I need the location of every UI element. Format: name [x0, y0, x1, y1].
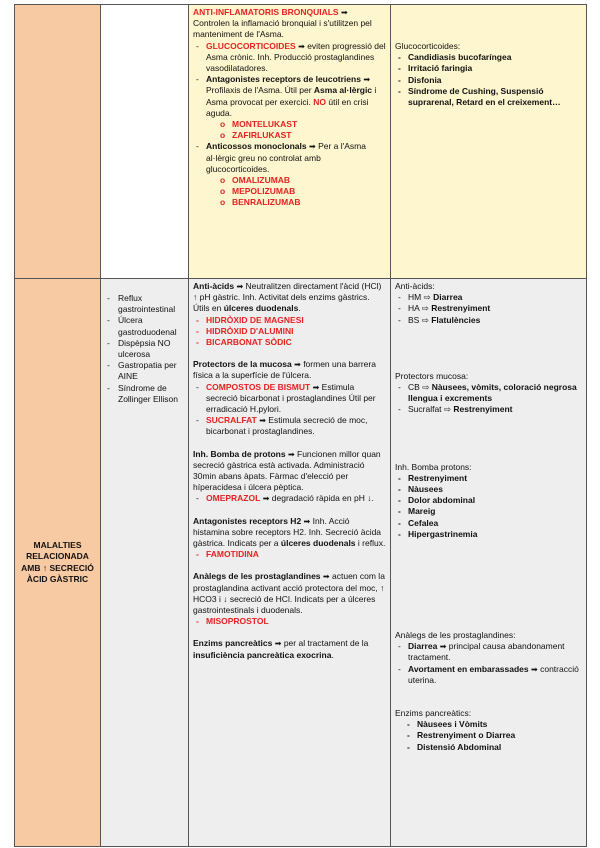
table-row-antiinflammatory [15, 5, 587, 279]
section-text: i reflux. [357, 538, 386, 549]
drug-name: - HIDRÒXID DE MAGNESI [193, 315, 386, 326]
bold-text: Asma al·lèrgic [313, 85, 373, 96]
side-effects-list [395, 473, 582, 540]
arrow-right-icon: ⇨ [421, 314, 429, 325]
list-item [395, 641, 582, 663]
list-item: - Reflux gastrointestinal [105, 293, 184, 315]
arrow-right-icon: ➡ [303, 516, 311, 526]
drug-name: o BENRALIZUMAB [206, 197, 386, 208]
list-item [193, 382, 386, 416]
list-item: - Distensió Abdominal [395, 742, 582, 753]
list-item: - Restrenyiment o Diarrea [395, 730, 582, 741]
category-cell [15, 5, 101, 279]
arrow-right-icon: ➡ [262, 494, 270, 504]
arrow-right-icon: ➡ [274, 639, 282, 649]
side-effect: Restrenyiment [453, 404, 513, 415]
side-effects-list [395, 641, 582, 686]
list-item: - Úlcera gastroduodenal [105, 315, 184, 337]
section-text: . [298, 303, 301, 314]
list-item: - Mareig [395, 506, 582, 517]
section-title: ANTI-INFLAMATORIS BRONQUIALS [193, 7, 339, 17]
drug-name: o MEPOLIZUMAB [206, 186, 386, 197]
symptoms-cell [101, 279, 189, 847]
side-effects-title: Protectors mucosa: [395, 370, 469, 381]
list-item [193, 41, 386, 75]
list-item: - Gastropatia per AINE [105, 360, 184, 382]
arrow-right-icon: ➡ [259, 416, 266, 426]
list-item [193, 74, 386, 141]
side-effects-list [395, 52, 582, 108]
pharmacology-table [14, 4, 587, 847]
list-item: - Irritació faringia [395, 63, 582, 74]
list-item: - Síndrome de Zollinger Ellison [105, 383, 184, 405]
list-item: - Cefalea [395, 518, 582, 529]
list-item [193, 493, 386, 504]
drug-list [193, 315, 386, 349]
enzymes-section [193, 638, 386, 660]
side-effects-list [395, 292, 582, 326]
section-title: Anti-àcids [193, 281, 235, 291]
section-title: Anàlegs de les prostaglandines [193, 571, 321, 582]
drug-text: degradació ràpida en pH ↓. [271, 493, 374, 504]
drug-abbrev: HM [408, 292, 422, 303]
arrow-right-icon: ➡ [340, 8, 348, 17]
list-item [395, 404, 582, 415]
drug-abbrev: Sucralfat [408, 404, 442, 415]
table-row-gastric [15, 279, 587, 847]
category-cell: MALALTIES RELACIONADA AMB ↑ SECRECIÓ ÀCID GÀSTRIC [15, 279, 101, 847]
antiacids-section [193, 281, 386, 315]
drug-name: o OMALIZUMAB [206, 175, 386, 186]
list-item: - Dolor abdominal [395, 495, 582, 506]
drug-class-text: Per a l'Asma al·lèrgic greu no controlat amb glucocorticoides. [206, 141, 366, 174]
symptoms-list [105, 293, 184, 405]
drug-abbrev: BS [408, 314, 420, 325]
arrow-right-icon: ⇨ [443, 404, 452, 415]
section-title: Inh. Bomba de protons [193, 448, 286, 459]
side-effects-cell [391, 279, 587, 847]
list-item: - Nàusees [395, 484, 582, 495]
arrow-right-icon: ⇨ [422, 382, 430, 393]
section-title: Protectors de la mucosa [193, 359, 292, 370]
section-title: Enzims pancreàtics [193, 638, 273, 649]
arrow-right-icon: ➡ [308, 142, 316, 152]
arrow-right-icon: ⇨ [423, 292, 431, 303]
list-item: - Síndrome de Cushing, Suspensió suprarenal, Retard en el creixement… [395, 86, 582, 108]
side-effects-list [395, 719, 582, 753]
list-item: - Dispèpsia NO ulcerosa [105, 338, 184, 360]
drug-list [193, 493, 386, 504]
side-effect: Avortament en embarassades [408, 663, 529, 674]
arrow-right-icon: ⇨ [421, 303, 429, 314]
list-item: - Candidiasis bucofaríngea [395, 52, 582, 63]
drug-list [193, 616, 386, 627]
prostaglandins-section [193, 571, 386, 616]
drugs-cell [189, 279, 391, 847]
list-item [395, 664, 582, 686]
antiinflammatory-header [193, 7, 386, 18]
section-title: Antagonistes receptors H2 [193, 515, 302, 526]
drug-name: o ZAFIRLUKAST [206, 130, 386, 141]
side-effect-text: principal causa abandonament tractament. [408, 641, 565, 663]
drug-name: OMEPRAZOL [206, 493, 261, 504]
arrow-right-icon: ➡ [322, 572, 330, 582]
side-effect: Nàusees, vòmits, coloració negrosa llengua i excrements [408, 382, 577, 404]
list-item: - Disfonia [395, 75, 582, 86]
side-effect-text: contracció uterina. [408, 663, 579, 685]
list-item: - Hipergastrinemia [395, 529, 582, 540]
section-text: formen una barrera física a la superfície de l'úlcera. [193, 359, 376, 381]
side-effects-title: Inh. Bomba protons: [395, 461, 472, 472]
side-effects-title: Anàlegs de les prostaglandines: [395, 630, 516, 641]
side-effects-list [395, 382, 582, 416]
section-text: Funcionen millor quan secreció gàstrica està activada. Administració 30min abans àpats. Fàrmac d'elecció per híperacidesa i úlcera pèptica. [193, 448, 381, 493]
section-text: Neutralitzen directament l'àcid (HCl) ↑ pH gàstric. Inh. Activitat dels enzims gàstrics. Útils en [193, 281, 382, 314]
drug-list [206, 119, 386, 141]
side-effects-title: Anti-àcids: [395, 281, 435, 291]
drug-class-text: i Asma provocat per exercici. [206, 85, 377, 107]
drug-class-text: útil en crisi aguda. [206, 96, 369, 118]
drug-name: - FAMOTIDINA [193, 549, 386, 560]
drug-name: COMPOSTOS DE BISMUT [206, 381, 311, 392]
drug-name: - HIDRÒXID D'ALUMINI [193, 326, 386, 337]
section-text: Inh. Acció histamina sobre receptors H2. Inh. Secreció àcida gàstrica. Indicats per a [193, 515, 382, 549]
drug-abbrev: HA [408, 303, 420, 314]
side-effect: Restrenyiment [431, 303, 491, 314]
drug-list [206, 175, 386, 209]
bold-text: úlceres duodenals [280, 538, 356, 549]
list-item [395, 382, 582, 404]
list-item [395, 315, 582, 326]
drug-name: o MONTELUKAST [206, 119, 386, 130]
section-text: per al tractament de la [283, 638, 369, 649]
arrow-right-icon: ➡ [439, 642, 447, 652]
arrow-right-icon: ➡ [298, 41, 305, 51]
symptoms-cell [101, 5, 189, 279]
drug-list [193, 549, 386, 560]
drug-name: SUCRALFAT [206, 415, 257, 426]
drug-class-text: eviten progressió del Asma crònic. Inh. Producció prostaglandines vasodilatadores. [206, 40, 386, 74]
drugs-cell [189, 5, 391, 279]
drug-name: - BICARBONAT SÒDIC [193, 337, 386, 348]
arrow-right-icon: ➡ [287, 449, 295, 459]
h2-section [193, 516, 386, 550]
side-effect: Diarrea [408, 641, 438, 652]
side-effects-cell [391, 5, 587, 279]
arrow-right-icon: ➡ [312, 382, 320, 392]
section-text: actuen com la prostaglandina activant acció protectora del moc, ↑ HCO3 i ↓ secreció de HCl. Indicats per a úlceres gastrointestinals i duodenals. [193, 571, 385, 616]
list-item: - Nàusees i Vòmits [395, 719, 582, 730]
side-effect: Diarrea [433, 292, 463, 303]
drug-text: Estimula secreció de moc, bicarbonat i prostaglandines. [206, 415, 368, 437]
list-item [395, 292, 582, 303]
drug-class-text: Profilaxis de l'Asma. Útil per [206, 85, 312, 96]
bold-text: insuficiència pancreàtica exocrina [193, 649, 332, 660]
section-text: . [331, 649, 334, 660]
drug-class-list [193, 41, 386, 209]
bold-text: úlceres duodenals [223, 303, 299, 314]
arrow-right-icon: ➡ [236, 282, 244, 291]
side-effect: Flatulències [431, 314, 481, 325]
drug-class-title: Antagonistes receptors de leucotriens [206, 74, 361, 85]
list-item: - Restrenyiment [395, 473, 582, 484]
section-text: Controlen la inflamació bronquial i s'utilitzen pel manteniment de l'Asma. [193, 18, 372, 40]
drug-abbrev: CB [408, 382, 420, 393]
drug-text: Estimula secreció bicarbonat i prostaglandines Útil per erradicació H.pylori. [206, 381, 376, 415]
arrow-right-icon: ➡ [531, 664, 538, 674]
proton-pump-section [193, 449, 386, 494]
arrow-right-icon: ➡ [294, 360, 301, 370]
side-effects-title: Enzims pancreàtics: [395, 708, 472, 719]
protectors-section [193, 359, 386, 381]
drug-name: - MISOPROSTOL [193, 616, 386, 627]
list-item [395, 303, 582, 314]
drug-list [193, 382, 386, 438]
emphasis-text: NO [313, 96, 326, 107]
drug-class-title: GLUCOCORTICOIDES [206, 40, 296, 51]
list-item [193, 141, 386, 208]
side-effects-title: Glucocorticoides: [395, 41, 461, 51]
drug-class-title: Anticossos monoclonals [206, 141, 307, 152]
arrow-right-icon: ➡ [363, 75, 371, 85]
list-item [193, 415, 386, 437]
